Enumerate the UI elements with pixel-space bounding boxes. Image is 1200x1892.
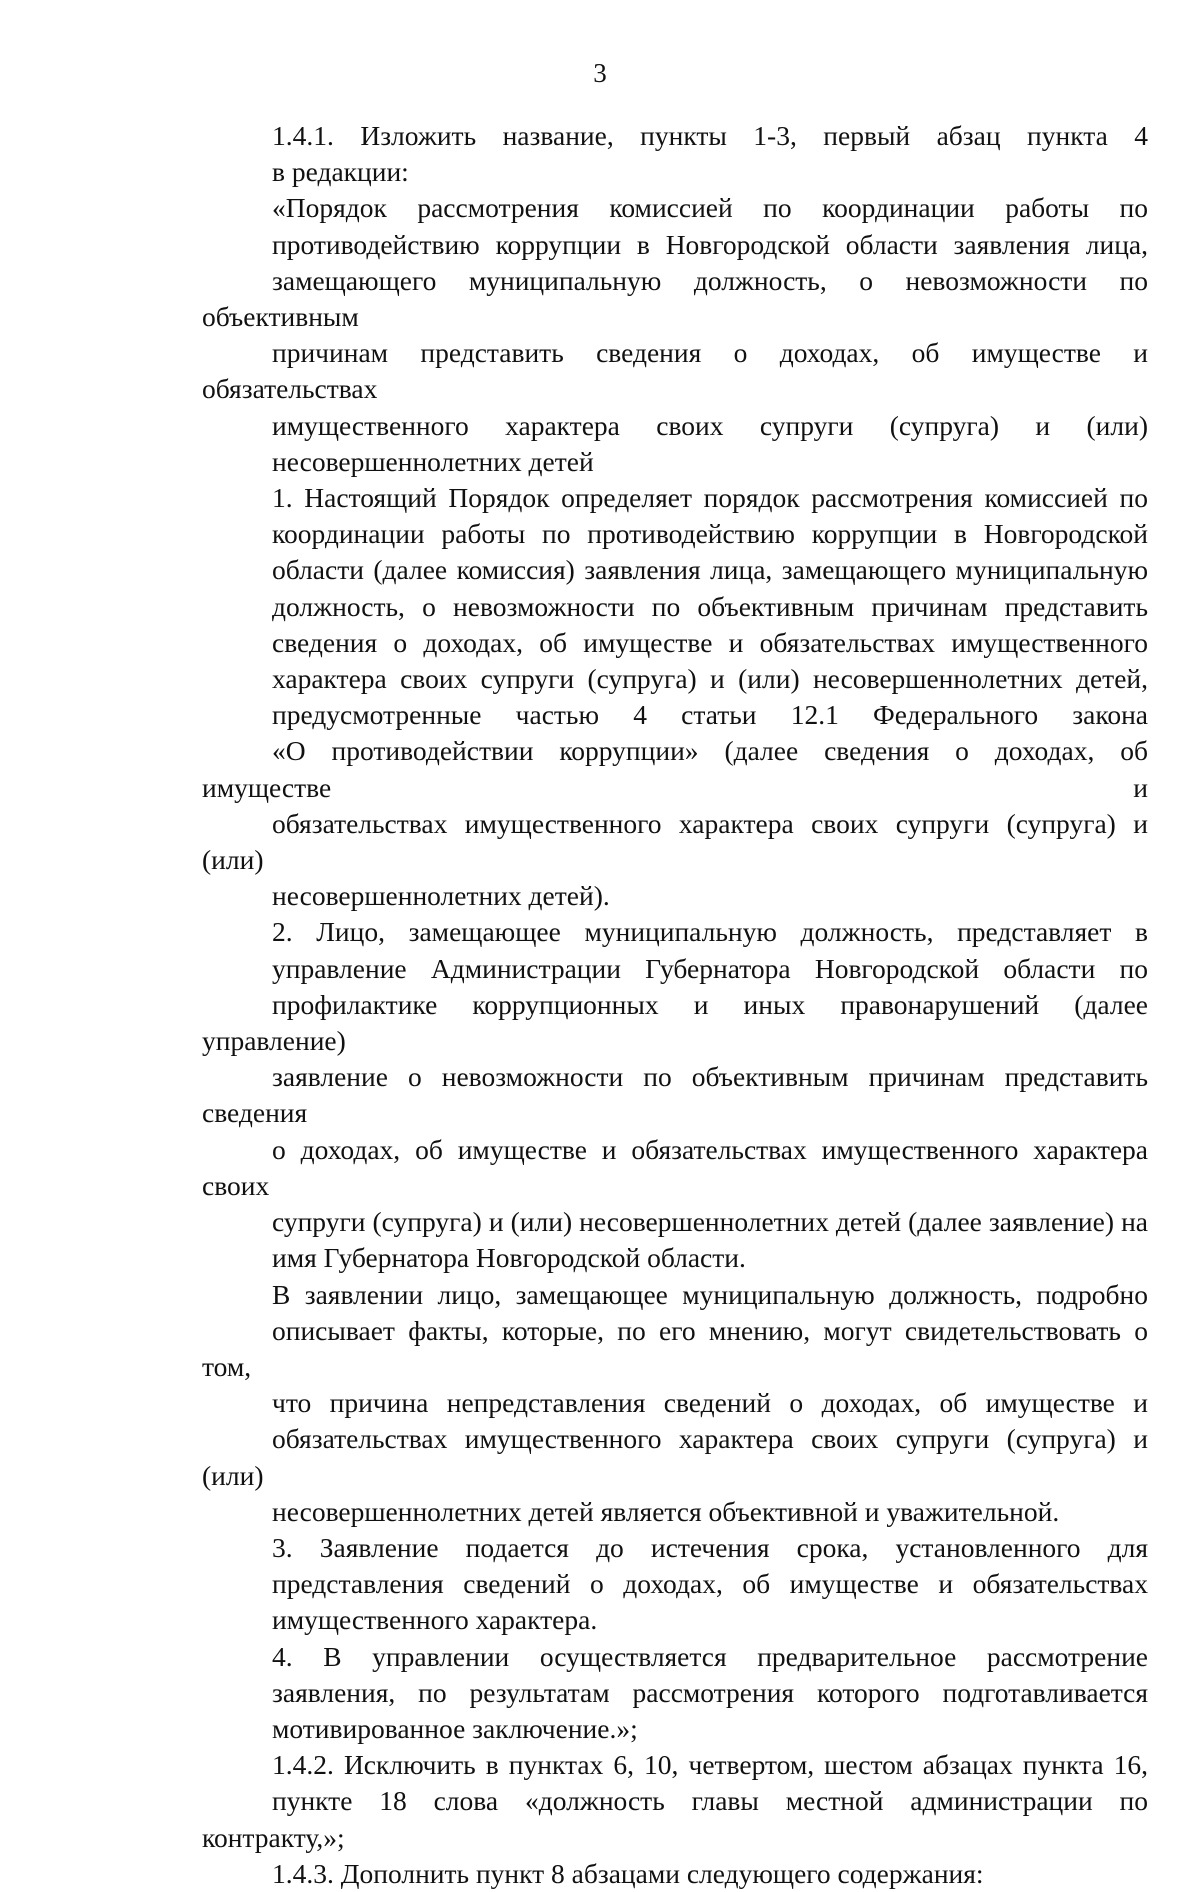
text-line: 1.4.2. Исключить в пунктах 6, 10, четвертом, шестом абзацах пункта 16, [272, 1749, 1148, 1781]
text-line: должность, о невозможности по объективным причинам представить [272, 590, 1148, 622]
text-line: представления сведений о доходах, об имуществе и обязательствах [272, 1568, 1148, 1600]
paragraph [202, 1639, 1148, 1748]
text-line: противодействию коррупции в Новгородской области заявления лица, [272, 228, 1148, 260]
text-line: пункте 18 слова «должность главы местной администрации по контракту,»; [202, 1785, 1148, 1853]
text-line: несовершеннолетних детей). [272, 880, 610, 912]
text-line: профилактике коррупционных и иных правонарушений (далее управление) [202, 988, 1148, 1057]
text-line: причинам представить сведения о доходах, об имуществе и обязательствах [202, 337, 1148, 405]
text-line: замещающего муниципальную должность, о невозможности по объективным [202, 264, 1148, 333]
document-body [202, 118, 1148, 1892]
text-line: 4. В управлении осуществляется предварительное рассмотрение [272, 1640, 1148, 1672]
paragraph [202, 1856, 1148, 1892]
text-line: В заявлении лицо, замещающее муниципальную должность, подробно [272, 1278, 1148, 1310]
paragraph [202, 118, 1148, 190]
text-line: имя Губернатора Новгородской области. [272, 1242, 746, 1274]
text-line: обязательствах имущественного характера своих супруги (супруга) и (или) [202, 807, 1148, 876]
text-line: 2. Лицо, замещающее муниципальную должность, представляет в [272, 916, 1148, 948]
text-line: мотивированное заключение.»; [272, 1712, 638, 1744]
text-line: управление Администрации Губернатора Новгородской области по [272, 952, 1148, 984]
paragraph [202, 190, 1148, 480]
text-line: заявления, по результатам рассмотрения которого подготавливается [272, 1676, 1148, 1708]
text-line: обязательствах имущественного характера своих супруги (супруга) и (или) [202, 1423, 1148, 1491]
page-number: 3 [593, 58, 607, 88]
text-line: 1.4.3. Дополнить пункт 8 абзацами следующего содержания: [272, 1857, 984, 1889]
paragraph [202, 1277, 1148, 1530]
text-line: о доходах, об имуществе и обязательствах имущественного характера своих [202, 1133, 1148, 1201]
text-line: в редакции: [272, 156, 409, 188]
text-line: 1.4.1. Изложить название, пункты 1-3, первый абзац пункта 4 [272, 120, 1148, 151]
text-line: области (далее комиссия) заявления лица, замещающего муниципальную [272, 554, 1148, 586]
text-line: описывает факты, которые, по его мнению, могут свидетельствовать о том, [202, 1314, 1148, 1382]
text-line: несовершеннолетних детей [272, 445, 594, 477]
text-line: имущественного характера. [272, 1604, 598, 1636]
text-line: характера своих супруги (супруга) и (или) несовершеннолетних детей, [272, 663, 1148, 695]
text-line: заявление о невозможности по объективным причинам представить сведения [202, 1061, 1148, 1129]
text-line: «Порядок рассмотрения комиссией по координации работы по [272, 192, 1148, 224]
paragraph [202, 1747, 1148, 1856]
text-line: несовершеннолетних детей является объективной и уважительной. [272, 1495, 1060, 1527]
text-line: супруги (супруга) и (или) несовершеннолетних детей (далее заявление) на [272, 1206, 1148, 1238]
paragraph [202, 1530, 1148, 1639]
text-line: предусмотренные частью 4 статьи 12.1 Федерального закона [272, 699, 1148, 731]
paragraph [202, 914, 1148, 1276]
text-line: 3. Заявление подается до истечения срока, установленного для [272, 1531, 1148, 1563]
text-line: координации работы по противодействию коррупции в Новгородской [272, 518, 1148, 550]
paragraph [202, 480, 1148, 914]
text-line: имущественного характера своих супруги (супруга) и (или) [272, 409, 1148, 441]
text-line: «О противодействии коррупции» (далее сведения о доходах, об имуществе и [202, 735, 1148, 803]
text-line: 1. Настоящий Порядок определяет порядок рассмотрения комиссией по [272, 482, 1148, 514]
text-line: сведения о доходах, об имуществе и обязательствах имущественного [272, 626, 1148, 658]
text-line: что причина непредставления сведений о доходах, об имуществе и [272, 1387, 1148, 1419]
